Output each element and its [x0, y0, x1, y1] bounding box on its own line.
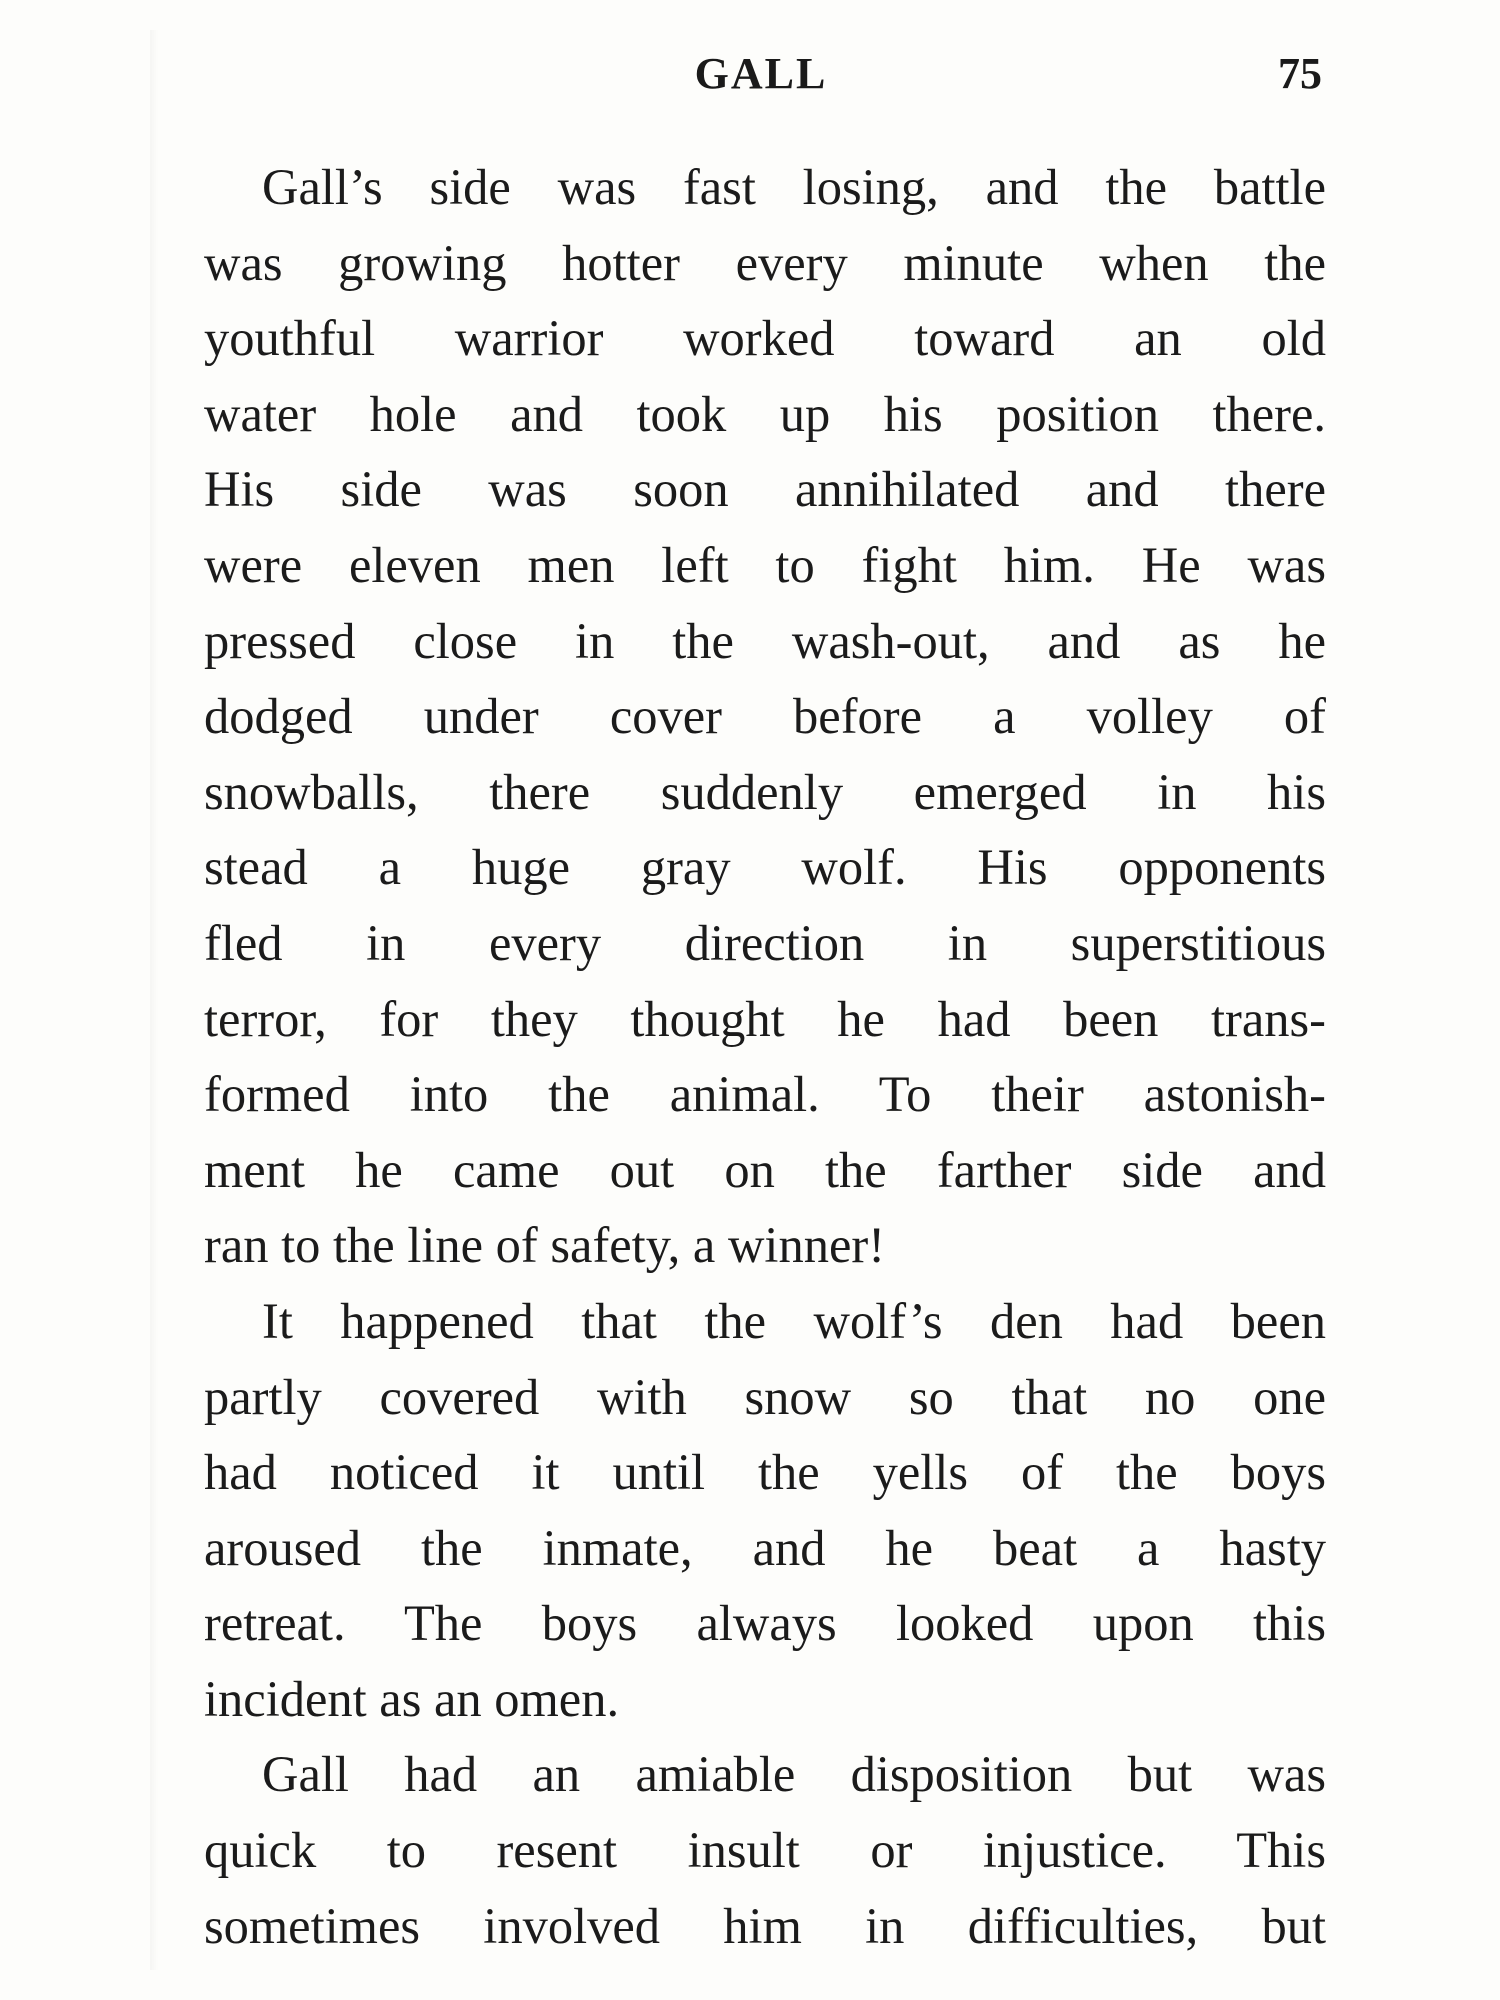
text-line: dodged under cover before a volley of	[204, 688, 1326, 745]
text-line: was growing hotter every minute when the	[204, 234, 1326, 291]
page-header	[200, 40, 1322, 120]
text-line: terror, for they thought he had been trans-	[204, 990, 1326, 1047]
text-line: quick to resent insult or injustice. This	[204, 1822, 1326, 1879]
text-line: It happened that the wolf’s den had been	[262, 1292, 1326, 1349]
text-line: had noticed it until the yells of the boys	[204, 1444, 1326, 1501]
text-line: retreat. The boys always looked upon this	[204, 1595, 1326, 1652]
running-head: GALL	[694, 49, 828, 98]
text-line: ran to the line of safety, a winner!	[204, 1217, 886, 1274]
text-line: ment he came out on the farther side and	[204, 1141, 1326, 1198]
text-line: snowballs, there suddenly emerged in his	[204, 763, 1326, 820]
page-number: 75	[1278, 49, 1322, 98]
paragraph	[204, 1737, 1326, 1964]
text-line: were eleven men left to fight him. He was	[204, 536, 1326, 593]
text-line: pressed close in the wash-out, and as he	[204, 612, 1326, 669]
text-line: water hole and took up his position there.	[204, 385, 1326, 442]
text-line: formed into the animal. To their astonish-	[204, 1066, 1326, 1123]
text-line: fled in every direction in superstitious	[204, 914, 1326, 971]
paragraph	[204, 1284, 1326, 1738]
text-line: aroused the inmate, and he beat a hasty	[204, 1519, 1326, 1576]
text-line: Gall had an amiable disposition but was	[262, 1746, 1326, 1803]
text-line: sometimes involved him in difficulties, but	[204, 1897, 1326, 1954]
text-line: partly covered with snow so that no one	[204, 1368, 1326, 1425]
page-gutter-shadow	[150, 30, 158, 1970]
body-text	[204, 150, 1326, 1964]
text-line: stead a huge gray wolf. His opponents	[204, 839, 1326, 896]
text-line: youthful warrior worked toward an old	[204, 310, 1326, 367]
text-line: incident as an omen.	[204, 1670, 620, 1727]
text-line: Gall’s side was fast losing, and the battle	[262, 159, 1326, 215]
paragraph	[204, 150, 1326, 1284]
text-line: His side was soon annihilated and there	[204, 461, 1326, 518]
